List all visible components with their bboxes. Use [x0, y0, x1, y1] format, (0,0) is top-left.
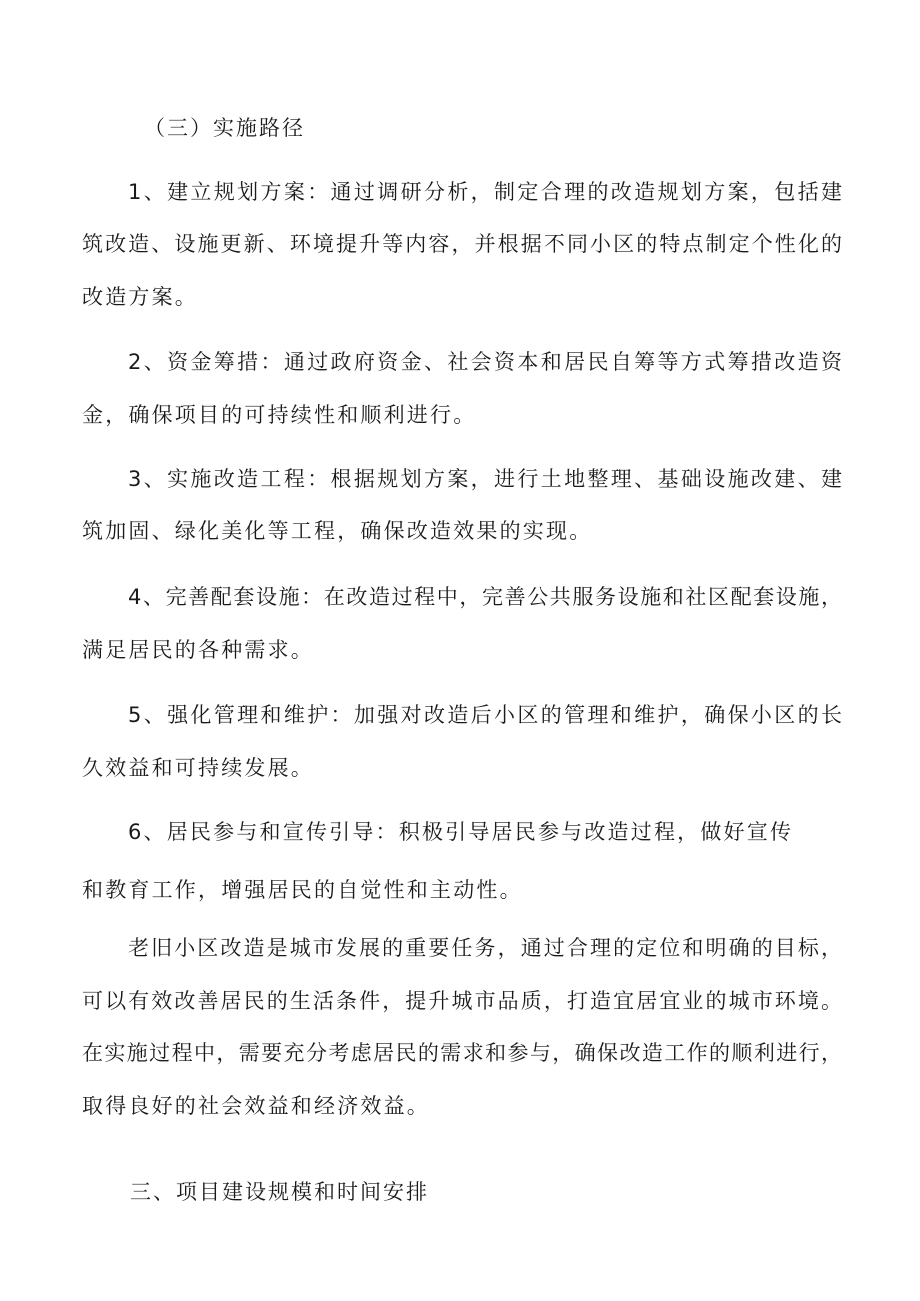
- paragraph-line: 1、建立规划方案：通过调研分析，制定合理的改造规划方案，包括建: [128, 180, 842, 204]
- paragraph-line: 2、资金筹措：通过政府资金、社会资本和居民自筹等方式筹措改造资: [128, 350, 842, 374]
- paragraph-line: 取得良好的社会效益和经济效益。: [82, 1094, 430, 1118]
- paragraph-line: 筑改造、设施更新、环境提升等内容，并根据不同小区的特点制定个性化的: [82, 232, 842, 256]
- next-section-heading: 三、项目建设规模和时间安排: [130, 1180, 429, 1204]
- paragraph-line: 5、强化管理和维护：加强对改造后小区的管理和维护，确保小区的长: [128, 703, 842, 727]
- paragraph-line: 和教育工作，增强居民的自觉性和主动性。: [82, 878, 523, 902]
- paragraph-line: 6、居民参与和宣传引导：积极引导居民参与改造过程，做好宣传: [128, 820, 794, 844]
- paragraph-line: 改造方案。: [82, 285, 198, 309]
- paragraph-line: 金，确保项目的可持续性和顺利进行。: [82, 403, 477, 427]
- section-heading: （三）实施路径: [144, 116, 305, 140]
- paragraph-line: 在实施过程中，需要充分考虑居民的需求和参与，确保改造工作的顺利进行，: [82, 1041, 842, 1065]
- paragraph-line: 4、完善配套设施：在改造过程中，完善公共服务设施和社区配套设施，: [128, 585, 842, 609]
- paragraph-line: 久效益和可持续发展。: [82, 756, 314, 780]
- paragraph-line: 满足居民的各种需求。: [82, 638, 314, 662]
- paragraph-line: 可以有效改善居民的生活条件，提升城市品质，打造宜居宜业的城市环境。: [82, 989, 842, 1013]
- paragraph-line: 筑加固、绿化美化等工程，确保改造效果的实现。: [82, 519, 593, 543]
- paragraph-line: 3、实施改造工程：根据规划方案，进行土地整理、基础设施改建、建: [128, 467, 842, 491]
- paragraph-line: 老旧小区改造是城市发展的重要任务，通过合理的定位和明确的目标，: [128, 936, 842, 960]
